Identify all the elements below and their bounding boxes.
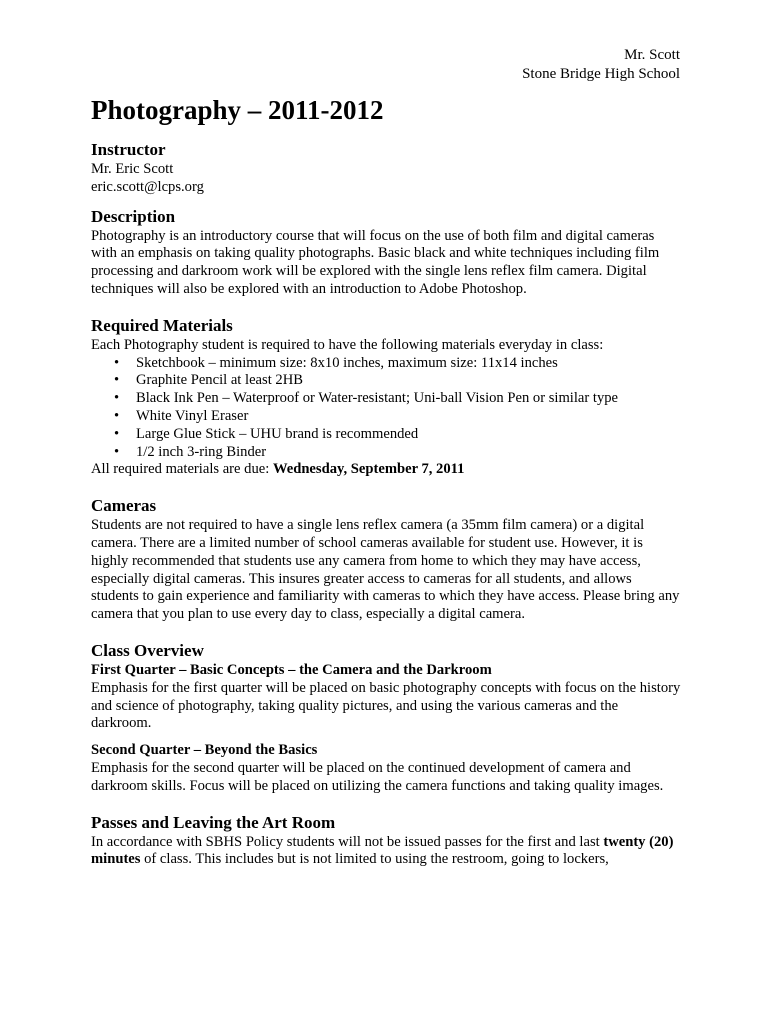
materials-due-date: Wednesday, September 7, 2011 [272,461,465,478]
first-quarter-text: Emphasis for the first quarter will be placed on basic photography concepts with focus on the history and science of photography, taking quality pictures, and using the various cameras and the darkroom. [91,679,681,732]
bullet-icon: • [114,425,120,442]
instructor-section [91,139,681,197]
list-item: • Graphite Pencil at least 2HB [114,372,303,389]
overview-section [91,640,681,796]
instructor-name: Mr. Eric Scott [91,161,174,177]
page-title: Photography – 2011-2012 [91,95,384,125]
description-heading: Description [91,206,176,226]
list-item: • Large Glue Stick – UHU brand is recommended [114,425,419,442]
materials-due-line: All required materials are due: Wednesday, September 7, 2011 [91,461,465,478]
passes-time-limit: twenty (20) minutes [91,833,674,868]
instructor-email: eric.scott@lcps.org [91,178,204,195]
materials-heading: Required Materials [91,315,233,335]
first-quarter-title: First Quarter – Basic Concepts – the Camera and the Darkroom [91,661,492,678]
cameras-heading: Cameras [91,496,157,516]
bullet-icon: • [114,407,120,424]
description-text: Photography is an introductory course that will focus on the use of both film and digital cameras with an emphasis on taking quality photographs. Basic black and white techniques including film processing and darkroom work will be explored with the single lens reflex film camera. Digital techniques will also be explored with an introduction to Adobe Photoshop. [91,227,660,297]
list-item: • 1/2 inch 3-ring Binder [114,443,267,460]
cameras-text: Students are not required to have a single lens reflex camera (a 35mm film camera) or a digital camera. There are a limited number of school cameras available for student use. However, it is highly recommended that students use any camera from home to which they may have access, especially digital cameras. This insures greater access to cameras for all students, and allows students to gain experience and familiarity with cameras to which they have access. Please bring any camera that you plan to use every day to class, especially a digital camera. [91,517,680,623]
cameras-section [91,495,681,624]
passes-section [91,812,681,870]
header-school-name: Stone Bridge High School [522,66,680,82]
passes-text: In accordance with SBHS Policy students will not be issued passes for the first and last twenty (20) minutes of class. This includes but is not limited to using the restroom, going to lockers, [91,833,674,868]
bullet-icon: • [114,390,120,407]
second-quarter-text: Emphasis for the second quarter will be placed on the continued development of camera and darkroom skills. Focus will be placed on utilizing the camera functions and taking quality images. [91,759,664,794]
bullet-icon: • [114,372,120,389]
description-section [91,206,681,299]
header-teacher-name: Mr. Scott [624,47,680,63]
list-item: • Sketchbook – minimum size: 8x10 inches, maximum size: 11x14 inches [114,354,558,371]
materials-list [91,355,681,462]
materials-section [91,315,681,479]
bullet-icon: • [114,443,120,460]
instructor-heading: Instructor [91,140,166,159]
list-item: • Black Ink Pen – Waterproof or Water-resistant; Uni-ball Vision Pen or similar type [114,390,619,407]
overview-heading: Class Overview [91,640,204,660]
page-header [522,46,680,84]
second-quarter-title: Second Quarter – Beyond the Basics [91,742,318,759]
passes-heading: Passes and Leaving the Art Room [91,812,336,832]
materials-intro: Each Photography student is required to have the following materials everyday in class: [91,336,604,353]
bullet-icon: • [114,354,120,371]
document-body [91,139,681,869]
list-item: • White Vinyl Eraser [114,407,249,424]
